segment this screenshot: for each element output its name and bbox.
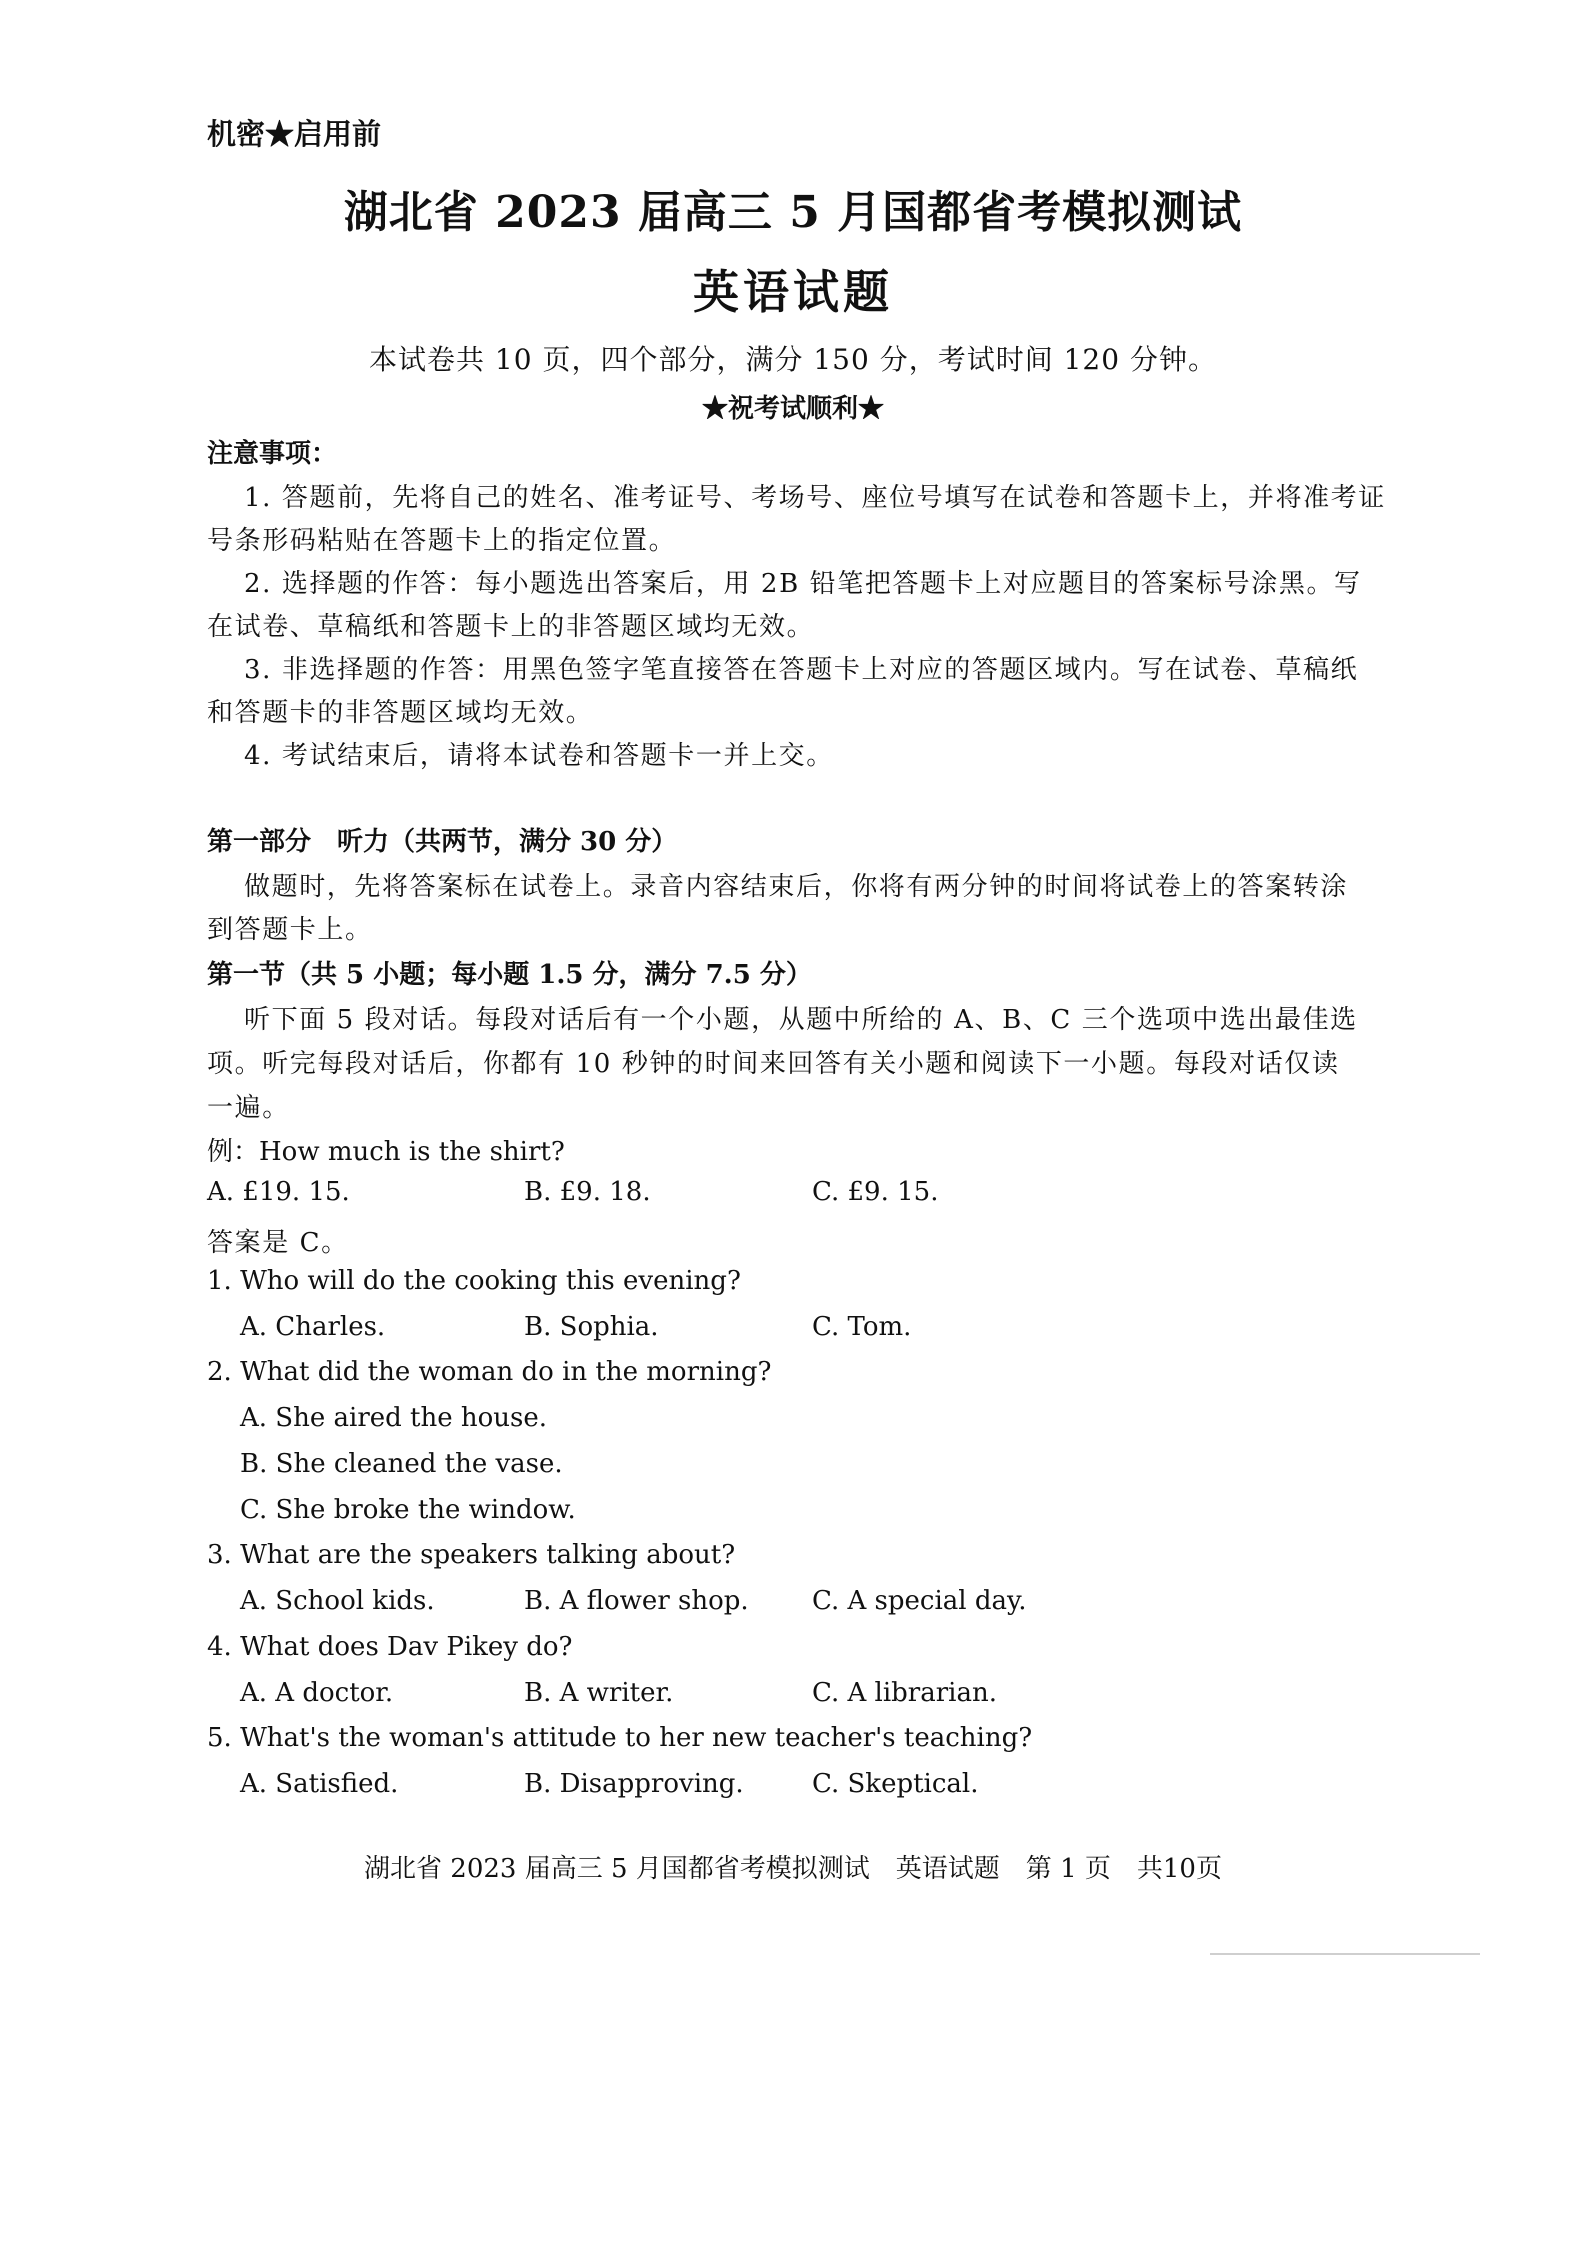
confidential-label: 机密★启用前 <box>207 117 382 151</box>
notice-line: 1. 答题前，先将自己的姓名、准考证号、考场号、座位号填写在试卷和答题卡上，并将准考证 <box>244 483 1386 513</box>
exam-subtitle: 英语试题 <box>693 265 893 319</box>
good-luck-line: ★祝考试顺利★ <box>701 394 884 424</box>
section1-intro-line: 一遍。 <box>207 1093 290 1123</box>
question-option: C. Tom. <box>812 1312 912 1342</box>
notice-line: 在试卷、草稿纸和答题卡上的非答题区域均无效。 <box>207 612 815 642</box>
section1-heading: 第一节（共 5 小题；每小题 1.5 分，满分 7.5 分） <box>207 960 812 990</box>
notice-heading: 注意事项： <box>207 439 338 469</box>
notice-line: 3. 非选择题的作答：用黑色签字笔直接答在答题卡上对应的答题区域内。写在试卷、草稿纸 <box>244 655 1359 685</box>
notice-line: 和答题卡的非答题区域均无效。 <box>207 698 594 728</box>
example-option-b: B. £9. 18. <box>524 1177 651 1207</box>
question-text: 4. What does Dav Pikey do? <box>207 1632 573 1662</box>
part1-intro-line: 做题时，先将答案标在试卷上。录音内容结束后，你将有两分钟的时间将试卷上的答案转涂 <box>244 872 1349 902</box>
question-option: C. A librarian. <box>812 1678 997 1708</box>
question-text: 5. What's the woman's attitude to her new teacher's teaching? <box>207 1723 1033 1753</box>
notice-line: 4. 考试结束后，请将本试卷和答题卡一并上交。 <box>244 741 834 771</box>
question-option: B. Sophia. <box>524 1312 659 1342</box>
question-option: B. A writer. <box>524 1678 674 1708</box>
question-option: A. Satisfied. <box>240 1769 399 1799</box>
example-answer: 答案是 C。 <box>207 1228 349 1258</box>
question-option: B. She cleaned the vase. <box>240 1449 563 1479</box>
part1-intro-line: 到答题卡上。 <box>207 915 373 945</box>
question-option: C. She broke the window. <box>240 1495 576 1525</box>
question-text: 3. What are the speakers talking about? <box>207 1540 736 1570</box>
question-option: C. A special day. <box>812 1586 1027 1616</box>
example-question: 例：How much is the shirt? <box>207 1137 565 1167</box>
question-option: A. She aired the house. <box>240 1403 548 1433</box>
exam-info: 本试卷共 10 页，四个部分，满分 150 分，考试时间 120 分钟。 <box>369 343 1217 376</box>
question-text: 2. What did the woman do in the morning? <box>207 1357 772 1387</box>
notice-line: 2. 选择题的作答：每小题选出答案后，用 2B 铅笔把答题卡上对应题目的答案标号涂黑。写 <box>244 569 1362 599</box>
question-option: A. School kids. <box>240 1586 435 1616</box>
section1-intro-line: 听下面 5 段对话。每段对话后有一个小题，从题中所给的 A、B、C 三个选项中选出最佳选 <box>244 1005 1358 1035</box>
question-option: B. Disapproving. <box>524 1769 744 1799</box>
example-option-c: C. £9. 15. <box>812 1177 939 1207</box>
question-option: B. A flower shop. <box>524 1586 749 1616</box>
page-footer: 湖北省 2023 届高三 5 月国都省考模拟测试 英语试题 第 1 页 共10页 <box>364 1854 1222 1884</box>
section1-intro-line: 项。听完每段对话后，你都有 10 秒钟的时间来回答有关小题和阅读下一小题。每段对话仅读 <box>207 1049 1340 1079</box>
exam-title: 湖北省 2023 届高三 5 月国都省考模拟测试 <box>343 187 1243 238</box>
notice-line: 号条形码粘贴在答题卡上的指定位置。 <box>207 526 677 556</box>
example-option-a: A. £19. 15. <box>207 1177 350 1207</box>
question-text: 1. Who will do the cooking this evening? <box>207 1266 741 1296</box>
part1-heading: 第一部分 听力（共两节，满分 30 分） <box>207 827 678 857</box>
question-option: A. A doctor. <box>240 1678 394 1708</box>
question-option: C. Skeptical. <box>812 1769 979 1799</box>
question-option: A. Charles. <box>240 1312 386 1342</box>
scan-divider <box>1210 1953 1480 1955</box>
